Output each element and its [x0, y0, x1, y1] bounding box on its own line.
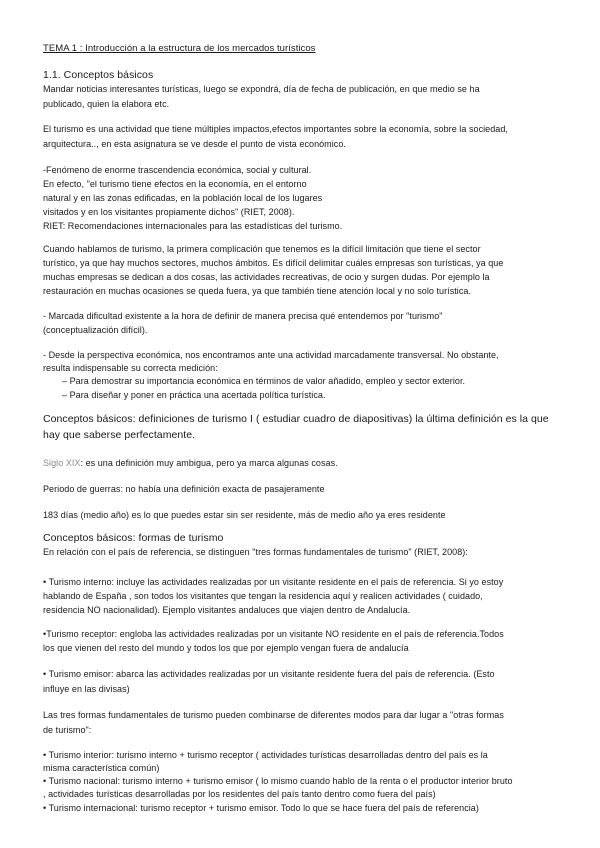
dias-line: 183 días (medio año) es lo que puedes estar sin ser residente, más de medio año ya eres residente: [43, 510, 446, 520]
receptor-line: los que vienen del resto del mundo y todos los que por ejemplo vengan fuera de andalucía: [43, 643, 409, 653]
impactos-line: El turismo es una actividad que tiene múltiples impactos,efectos importantes sobre la economía, sobre la sociedad,: [43, 124, 508, 134]
page-title: TEMA 1 : Introducción a la estructura de los mercados turísticos: [43, 43, 316, 54]
fenomeno-line: visitados y en los visitantes propiamente dichos" (RIET, 2008).: [43, 207, 295, 217]
complicacion-line: Cuando hablamos de turismo, la primera complicación que tenemos es la difícil limitación que tiene el sector: [43, 244, 481, 254]
otras-formas-item: misma característica común): [43, 763, 160, 773]
impactos-line: arquitectura.., en esta asignatura se ve desde el punto de vista económico.: [43, 139, 346, 149]
dificultad-line: (conceptualización difícil).: [43, 325, 148, 335]
section-heading-conceptos-basicos: 1.1. Conceptos básicos: [43, 69, 154, 81]
perspectiva-dash-item: – Para diseñar y poner en práctica una acertada política turística.: [62, 390, 326, 400]
section-heading-definiciones: hay que saberse perfectamente.: [43, 429, 196, 441]
otras-formas-item: • Turismo interior: turismo interno + turismo receptor ( actividades turísticas desarrolladas dentro del país es la: [43, 750, 488, 760]
intro-line: Mandar noticias interesantes turísticas, luego se expondrá, día de fecha de publicación, en que medio se ha: [43, 84, 480, 94]
intro-line: publicado, quien la elabora etc.: [43, 99, 170, 109]
otras-formas-item: , actividades turísticas desarrolladas por los residentes del país tanto dentro como fuera del país): [43, 789, 436, 799]
otras-formas-item: • Turismo nacional: turismo interno + turismo emisor ( lo mismo cuando hablo de la renta o el productor interior bruto: [43, 776, 513, 786]
interno-line: residencia NO nacionalidad). Ejemplo visitantes andaluces que viajen dentro de Andalucía.: [43, 605, 411, 615]
fenomeno-line: RIET: Recomendaciones internacionales para las estadísticas del turismo.: [43, 221, 343, 231]
perspectiva-line: resulta indispensable su correcta medición:: [43, 363, 218, 373]
guerras-line: Periodo de guerras: no había una definición exacta de pasajeramente: [43, 484, 325, 494]
combinarse-line: de turismo":: [43, 725, 92, 735]
formas-intro: En relación con el país de referencia, se distinguen "tres formas fundamentales de turismo" (RIET, 2008):: [43, 547, 468, 557]
perspectiva-line: - Desde la perspectiva económica, nos encontramos ante una actividad marcadamente transversal. No obstante,: [43, 350, 499, 360]
complicacion-line: muchas empresas se dedican a dos cosas, las actividades recreativas, de ocio y surgen dudas. Por ejemplo la: [43, 272, 490, 282]
interno-line: hablando de España , son todos los visitantes que tengan la residencia aquí y realicen actividades ( cuidado,: [43, 591, 483, 601]
complicacion-line: restauración en muchas ocasiones se queda fuera, ya que también tiene atención local y no solo turística.: [43, 286, 472, 296]
interno-line: • Turismo interno: incluye las actividades realizadas por un visitante residente en el país de referencia. Si yo estoy: [43, 577, 504, 587]
fenomeno-line: -Fenómeno de enorme trascendencia económica, social y cultural.: [43, 165, 312, 175]
siglo-xix-text: : es una definición muy ambigua, pero ya marca algunas cosas.: [80, 458, 338, 468]
emisor-line: • Turismo emisor: abarca las actividades realizadas por un visitante residente fuera del país de referencia. (Esto: [43, 669, 495, 679]
siglo-xix-label: Siglo XIX: [43, 458, 81, 468]
complicacion-line: turístico, ya que hay muchos sectores, muchos ámbitos. Es difícil delimitar cuáles empresas son turísticas, ya que: [43, 258, 504, 268]
receptor-line: •Turismo receptor: engloba las actividades realizadas por un visitante NO residente en el país de referencia.Todos: [43, 629, 504, 639]
emisor-line: influye en las divisas): [43, 684, 130, 694]
perspectiva-dash-item: – Para demostrar su importancia económica en términos de valor añadido, empleo y sector exterior.: [62, 376, 466, 386]
otras-formas-item: • Turismo internacional: turismo receptor + turismo emisor. Todo lo que se hace fuera del país de referencia): [43, 803, 479, 813]
combinarse-line: Las tres formas fundamentales de turismo pueden combinarse de diferentes modos para dar lugar a "otras formas: [43, 710, 504, 720]
section-heading-formas: Conceptos básicos: formas de turismo: [43, 532, 224, 544]
siglo-xix-line: [43, 458, 338, 469]
section-heading-definiciones: Conceptos básicos: definiciones de turismo I ( estudiar cuadro de diapositivas) la última definición es la que: [43, 413, 549, 425]
fenomeno-line: natural y en las zonas edificadas, en la población local de los lugares: [43, 193, 323, 203]
fenomeno-line: En efecto, "el turismo tiene efectos en la economía, en el entorno: [43, 179, 307, 189]
dificultad-line: - Marcada dificultad existente a la hora de definir de manera precisa qué entendemos por "turismo": [43, 311, 443, 321]
